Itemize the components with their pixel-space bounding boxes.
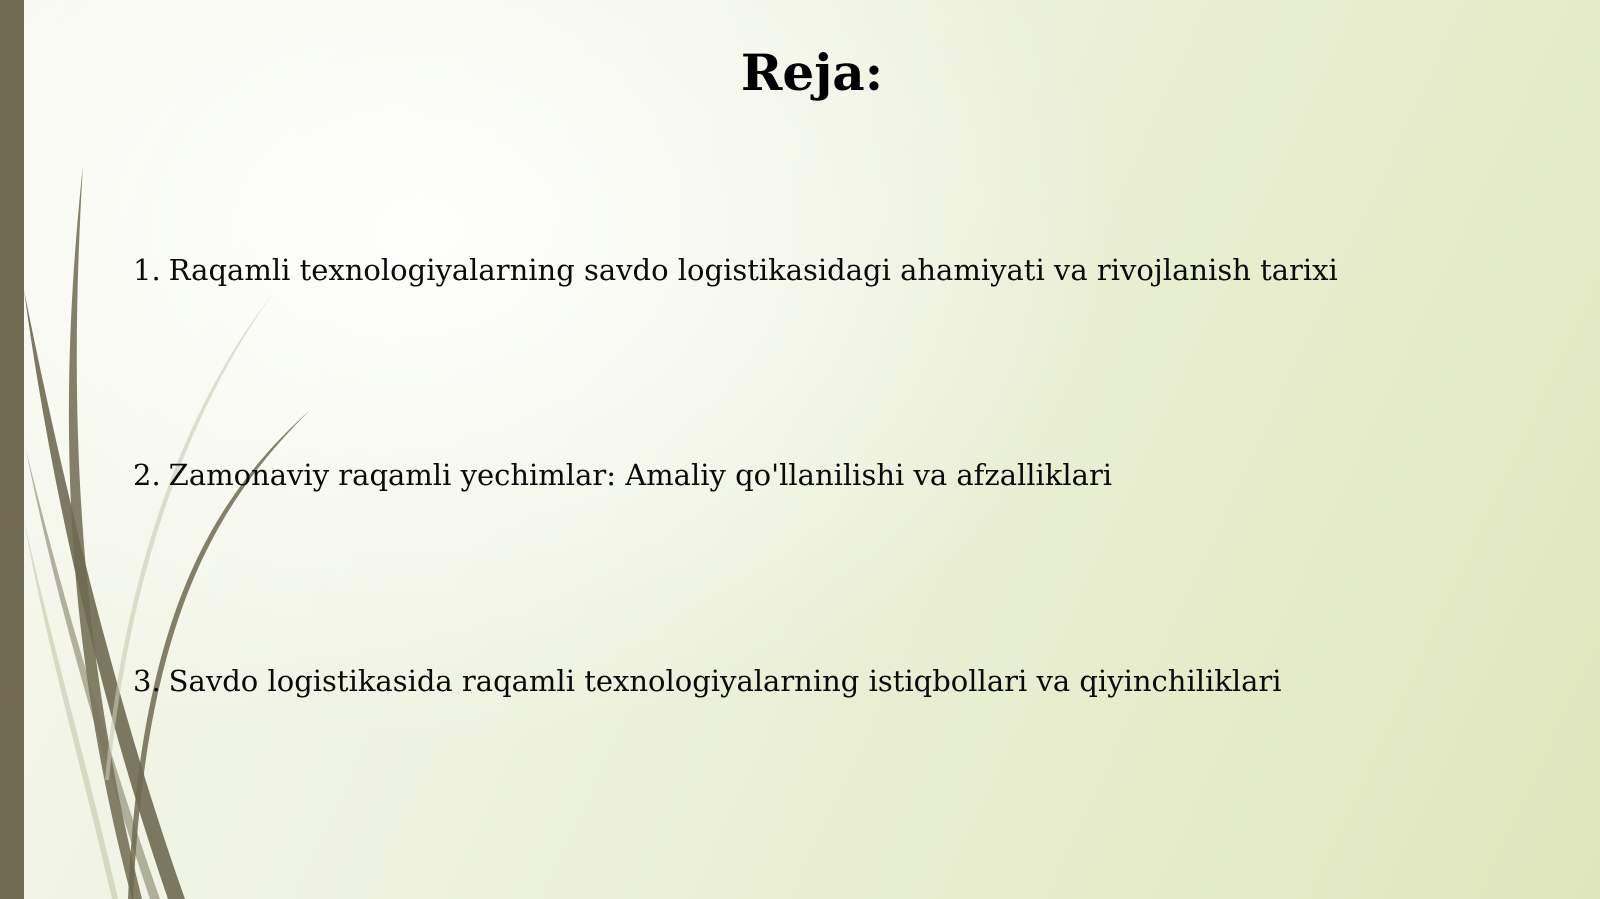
- plan-item-2: [133, 455, 1112, 495]
- plan-item-3-text: Savdo logistikasida raqamli texnologiyalarning istiqbollari va qiyinchiliklari: [168, 664, 1282, 698]
- plan-item-1-text: Raqamli texnologiyalarning savdo logistikasidagi ahamiyati va rivojlanish tarixi: [168, 253, 1338, 287]
- plan-item-3-number: 3.: [133, 664, 161, 698]
- plan-item-2-text: Zamonaviy raqamli yechimlar: Amaliy qo'llanilishi va afzalliklari: [168, 458, 1113, 492]
- plan-item-1: [133, 250, 1338, 290]
- grass-blades-icon: [0, 0, 320, 899]
- plan-item-2-number: 2.: [133, 458, 161, 492]
- plan-item-1-number: 1.: [133, 253, 161, 287]
- plan-item-3: [133, 661, 1282, 701]
- slide-title: Reja:: [740, 43, 884, 102]
